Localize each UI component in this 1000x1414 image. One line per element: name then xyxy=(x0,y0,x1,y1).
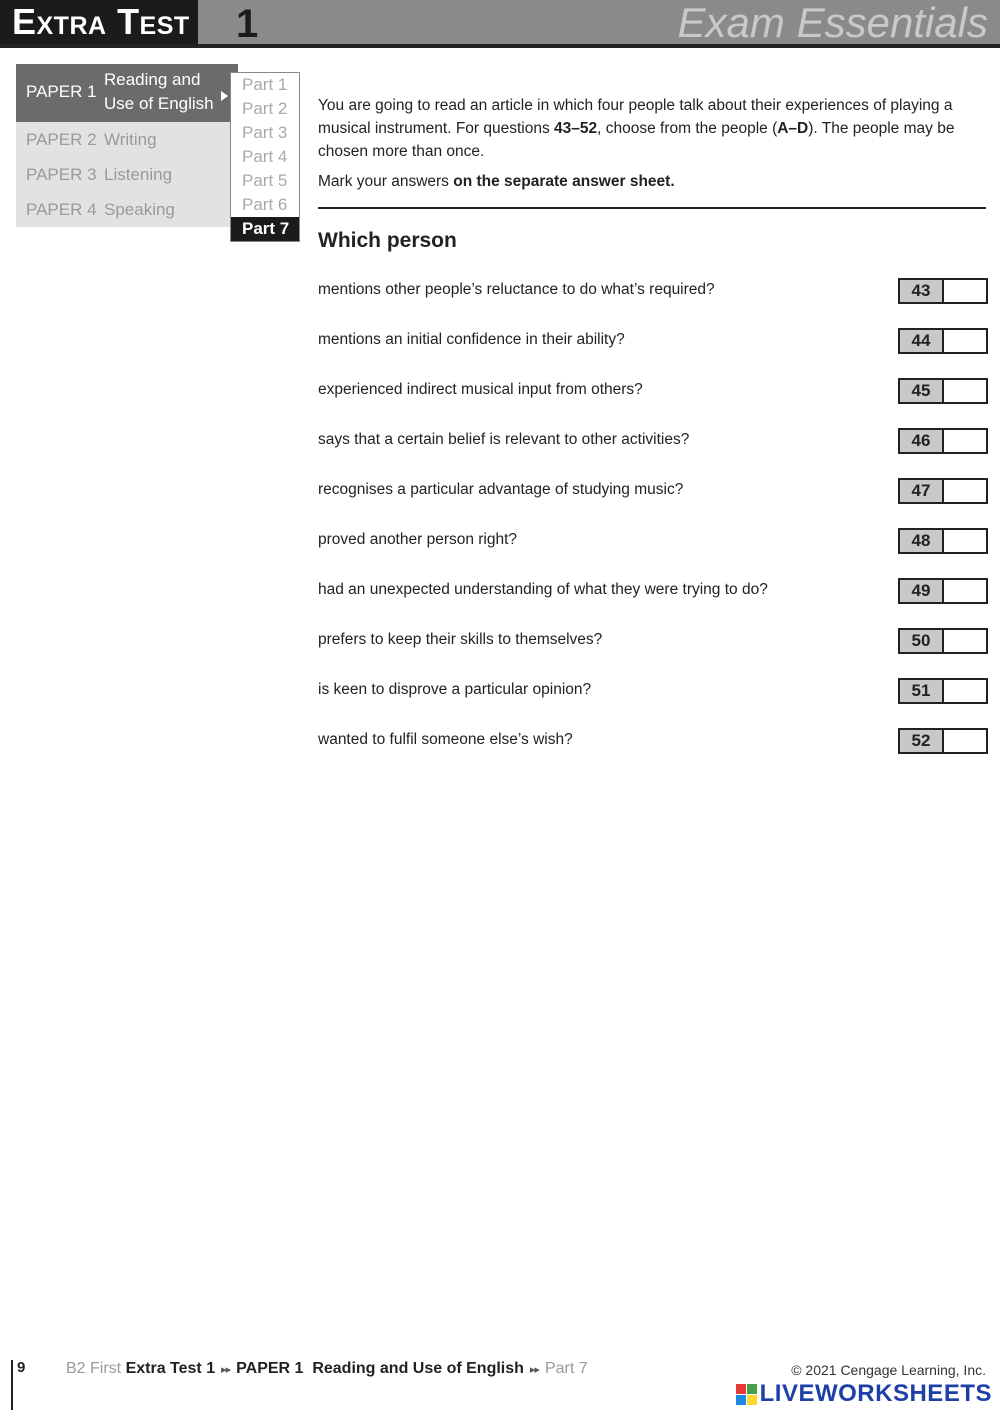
answer-field[interactable] xyxy=(944,678,988,704)
nav-part-6[interactable]: Part 6 xyxy=(242,195,288,214)
answer-field[interactable] xyxy=(944,628,988,654)
nav-part-1[interactable]: Part 1 xyxy=(242,75,288,94)
chevron-right-icon: ▸▸ xyxy=(529,1363,539,1376)
paper-name: Listening xyxy=(104,164,173,184)
answer-field[interactable] xyxy=(944,278,988,304)
answer-box xyxy=(898,278,988,304)
instr-part: You are going to read an article in which four people talk about their experiences of playing a musical instrument. For questions xyxy=(318,97,953,137)
arrow-right-icon xyxy=(221,91,228,101)
question-text: says that a certain belief is relevant to other activities? xyxy=(318,431,690,448)
question-row xyxy=(318,728,988,778)
paper-name: Reading and Use of English xyxy=(104,70,214,113)
question-number: 51 xyxy=(898,678,944,704)
answer-box xyxy=(898,528,988,554)
crumb-paper-name: Reading and Use of English xyxy=(312,1360,524,1377)
question-text: mentions other people’s reluctance to do what’s required? xyxy=(318,281,715,298)
nav-part-3[interactable]: Part 3 xyxy=(242,123,288,142)
nav-part-2[interactable]: Part 2 xyxy=(242,99,288,118)
question-row xyxy=(318,378,988,428)
question-text: is keen to disprove a particular opinion? xyxy=(318,681,592,698)
question-row xyxy=(318,478,988,528)
divider xyxy=(318,207,986,209)
question-range: 43–52 xyxy=(554,120,598,137)
crumb-test: Extra Test 1 xyxy=(125,1360,216,1377)
answer-box xyxy=(898,678,988,704)
page-number: 9 xyxy=(17,1359,26,1376)
answer-box xyxy=(898,378,988,404)
question-list xyxy=(318,278,988,778)
question-text: experienced indirect musical input from others? xyxy=(318,381,643,398)
question-row xyxy=(318,328,988,378)
breadcrumb xyxy=(66,1360,588,1378)
nav-paper-1[interactable] xyxy=(16,64,238,122)
nav-part-5[interactable]: Part 5 xyxy=(242,171,288,190)
nav-part-7[interactable]: Part 7 xyxy=(231,217,299,241)
footer-rule xyxy=(11,1360,13,1410)
answer-field[interactable] xyxy=(944,528,988,554)
test-number: 1 xyxy=(236,2,259,46)
question-text: recognises a particular advantage of studying music? xyxy=(318,481,684,498)
question-row xyxy=(318,628,988,678)
section-heading: Which person xyxy=(318,229,457,252)
nav-paper-2[interactable] xyxy=(16,122,238,157)
answer-box xyxy=(898,328,988,354)
question-number: 52 xyxy=(898,728,944,754)
question-number: 46 xyxy=(898,428,944,454)
watermark-text: LIVEWORKSHEETS xyxy=(759,1380,992,1407)
chevron-right-icon: ▸▸ xyxy=(221,1363,231,1376)
part-nav xyxy=(230,72,300,242)
answer-field[interactable] xyxy=(944,728,988,754)
mark-instruction xyxy=(318,173,986,191)
question-text: prefers to keep their skills to themselves? xyxy=(318,631,603,648)
paper-label: PAPER 1 xyxy=(26,82,97,101)
question-text: wanted to fulfil someone else’s wish? xyxy=(318,731,573,748)
answer-field[interactable] xyxy=(944,328,988,354)
page-footer xyxy=(0,1352,1000,1414)
question-number: 43 xyxy=(898,278,944,304)
paper-name: Writing xyxy=(104,129,157,149)
copyright: © 2021 Cengage Learning, Inc. xyxy=(791,1362,986,1378)
paper-label: PAPER 3 xyxy=(26,164,97,184)
answer-box xyxy=(898,428,988,454)
page-header xyxy=(0,0,1000,48)
nav-paper-3[interactable] xyxy=(16,157,238,192)
question-number: 49 xyxy=(898,578,944,604)
crumb-part: Part 7 xyxy=(544,1360,588,1377)
instructions-section xyxy=(318,94,986,253)
question-row xyxy=(318,278,988,328)
instr-part: ). The people may be chosen more than once. xyxy=(318,120,955,160)
answer-field[interactable] xyxy=(944,378,988,404)
question-text: mentions an initial confidence in their ability? xyxy=(318,331,625,348)
answer-box xyxy=(898,728,988,754)
question-number: 48 xyxy=(898,528,944,554)
nav-paper-4[interactable] xyxy=(16,192,238,227)
question-row xyxy=(318,428,988,478)
paper-nav xyxy=(16,64,238,227)
test-title: Extra Test xyxy=(12,1,190,42)
question-number: 44 xyxy=(898,328,944,354)
nav-part-4[interactable]: Part 4 xyxy=(242,147,288,166)
question-number: 47 xyxy=(898,478,944,504)
answer-box xyxy=(898,578,988,604)
paper-name: Speaking xyxy=(104,199,175,219)
paper-label: PAPER 4 xyxy=(26,199,97,219)
question-row xyxy=(318,578,988,628)
question-row xyxy=(318,678,988,728)
question-text: had an unexpected understanding of what they were trying to do? xyxy=(318,581,768,598)
instructions-text xyxy=(318,94,986,163)
crumb-level: B2 First xyxy=(66,1360,122,1377)
answer-field[interactable] xyxy=(944,578,988,604)
liveworksheets-logo-icon xyxy=(736,1384,757,1405)
mark-bold: on the separate answer sheet. xyxy=(453,173,675,190)
answer-box xyxy=(898,628,988,654)
people-range: A–D xyxy=(777,120,809,137)
question-text: proved another person right? xyxy=(318,531,518,548)
paper-label: PAPER 2 xyxy=(26,129,97,149)
answer-field[interactable] xyxy=(944,428,988,454)
brand-name: Exam Essentials xyxy=(677,0,988,46)
crumb-paper: PAPER 1 xyxy=(236,1360,304,1377)
answer-box xyxy=(898,478,988,504)
question-number: 45 xyxy=(898,378,944,404)
instr-part: , choose from the people ( xyxy=(597,120,778,137)
answer-field[interactable] xyxy=(944,478,988,504)
liveworksheets-watermark xyxy=(736,1380,992,1408)
question-row xyxy=(318,528,988,578)
title-block xyxy=(0,0,198,44)
mark-prefix: Mark your answers xyxy=(318,173,454,190)
question-number: 50 xyxy=(898,628,944,654)
